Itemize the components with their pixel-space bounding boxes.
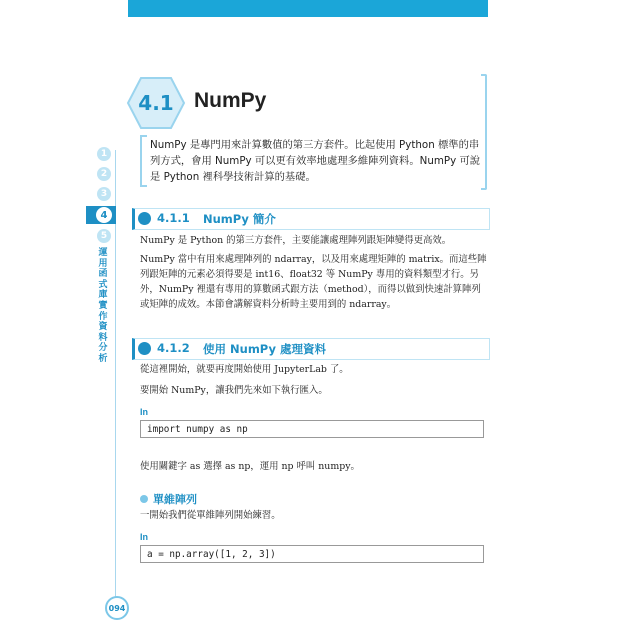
- in-label: In: [140, 407, 148, 417]
- chapter-vertical-title: 運用函式庫實作資料分析: [98, 248, 108, 364]
- code-cell: import numpy as np: [140, 420, 484, 438]
- side-nav-item-4[interactable]: 4: [96, 207, 112, 223]
- page-number: 094: [105, 596, 129, 620]
- chapter-intro: NumPy 是專門用來計算數值的第三方套件。比起使用 Python 標準的串列方式，會用 NumPy 可以更有效率地處理多維陣列資料。NumPy 可說是 Python 裡科學技術計算的基礎。: [150, 139, 481, 183]
- paragraph: 要開始 NumPy，讓我們先來如下執行匯入。: [140, 385, 328, 396]
- top-color-bar: [128, 0, 488, 17]
- code-cell: a = np.array([1, 2, 3]): [140, 545, 484, 563]
- side-nav-item-5[interactable]: 5: [97, 229, 111, 243]
- decorative-bracket: [140, 135, 147, 187]
- section-number: 4.1.1: [157, 211, 190, 225]
- section-number: 4.1.2: [157, 341, 190, 355]
- subsection-heading: [140, 491, 197, 507]
- section-heading-4-1-1: [132, 208, 490, 230]
- section-title: 使用 NumPy 處理資料: [203, 342, 326, 356]
- side-nav-item-3[interactable]: 3: [97, 187, 111, 201]
- paragraph: 使用關鍵字 as 選擇 as np，運用 np 呼叫 numpy。: [140, 461, 360, 472]
- paragraph: NumPy 當中有用來處理陣列的 ndarray，以及用來處理矩陣的 matrix。而這些陣列跟矩陣的元素必須得要是 int16、float32 等 NumPy 專用的資料類型才行。另外，NumPy 裡還有專用的算數函式跟方法（method），而得以做到快速計算陣列或矩陣的成效。本節會講解資料分析時主要用到的 ndarray。: [140, 254, 487, 310]
- chapter-title: NumPy: [194, 89, 267, 112]
- chapter-number: 4.1: [138, 91, 174, 115]
- in-label: In: [140, 532, 148, 542]
- side-nav-item-2[interactable]: 2: [97, 167, 111, 181]
- subsection-title: 單維陣列: [153, 493, 197, 506]
- paragraph: 從這裡開始，就要再度開始使用 JupyterLab 了。: [140, 364, 349, 375]
- side-nav-item-1[interactable]: 1: [97, 147, 111, 161]
- paragraph: NumPy 是 Python 的第三方套件，主要能讓處理陣列跟矩陣變得更高效。: [140, 235, 452, 246]
- section-heading-4-1-2: [132, 338, 490, 360]
- section-title: NumPy 簡介: [203, 212, 276, 226]
- paragraph: 一開始我們從單維陣列開始練習。: [140, 510, 281, 521]
- globe-icon: [138, 212, 151, 225]
- bullet-icon: [140, 495, 148, 503]
- globe-icon: [138, 342, 151, 355]
